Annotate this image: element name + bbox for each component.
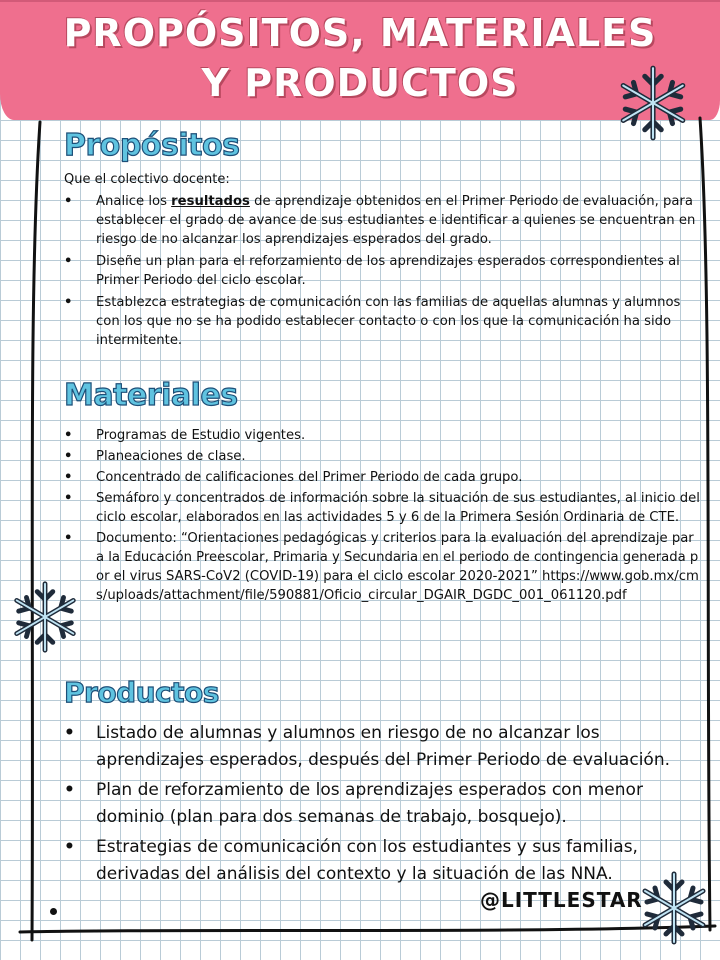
- list-item: • Semáforo y concentrados de información sobre la situación de sus estudiantes, al inicio del ciclo escolar, elaborados en las actividades 5 y 6 de la Primera Sesión Ordinaria de CTE.: [64, 489, 700, 527]
- underlined-word: resultados: [171, 194, 250, 209]
- list-item: • Establezca estrategias de comunicación con las familias de aquellas alumnas y alumnos con los que no se ha podido establecer contacto o con los que la comunicación ha sido intermitente.: [64, 293, 700, 350]
- list-item: • Estrategias de comunicación con los estudiantes y sus familias, derivadas del análisis del contexto y la situación de las NNA.: [64, 834, 684, 888]
- list-item: • Diseñe un plan para el reforzamiento de los aprendizajes esperados correspondientes al Primer Periodo del ciclo escolar.: [64, 252, 700, 290]
- list-item: • Concentrado de calificaciones del Primer Periodo de cada grupo.: [64, 468, 700, 487]
- snowflake-icon: [612, 62, 694, 144]
- list-item: • Programas de Estudio vigentes.: [64, 426, 700, 445]
- list-item: [64, 192, 700, 249]
- author-handle: @LITTLESTAR: [480, 888, 643, 912]
- list-item: • Plan de reforzamiento de los aprendizajes esperados con menor dominio (plan para dos semanas de trabajo, bosquejo).: [64, 777, 684, 831]
- propositos-intro: Que el colectivo docente:: [64, 172, 230, 187]
- list-item: • Documento: “Orientaciones pedagógicas y criterios para la evaluación del aprendizaje para la Educación Preescolar, Primaria y Secundaria en el periodo de contingencia generada por el virus SARS-CoV2 (COVID-19) para el ciclo escolar 2020-2021” https://www.gob.mx/cms/uploads/attachment/file/590881/Oficio_circular_DGAIR_DGDC_001_061120.pdf: [64, 529, 700, 605]
- section-title-materiales: Materiales: [64, 378, 238, 413]
- propositos-list: [64, 192, 700, 353]
- section-title-productos: Productos: [64, 676, 219, 709]
- page-title-line-1: PROPÓSITOS, MATERIALES: [63, 11, 657, 55]
- list-item: • Planeaciones de clase.: [64, 447, 700, 466]
- decorative-dot: [50, 908, 57, 915]
- page-title-line-2: Y PRODUCTOS: [201, 61, 519, 105]
- materiales-list: [64, 426, 700, 607]
- section-title-propositos: Propósitos: [64, 128, 240, 163]
- list-item-text: Analice los: [96, 194, 172, 209]
- productos-list: [64, 720, 684, 891]
- list-item: • Listado de alumnas y alumnos en riesgo de no alcanzar los aprendizajes esperados, después del Primer Periodo de evaluación.: [64, 720, 684, 774]
- list-item-text: de aprendizaje obtenidos en el Primer Periodo de evaluación, para establecer el grado de avance de sus estudiantes e identificar a quienes se encuentran en riesgo de no alcanzar los aprendizajes esperados del grado.: [96, 194, 696, 247]
- page-title: [60, 8, 660, 108]
